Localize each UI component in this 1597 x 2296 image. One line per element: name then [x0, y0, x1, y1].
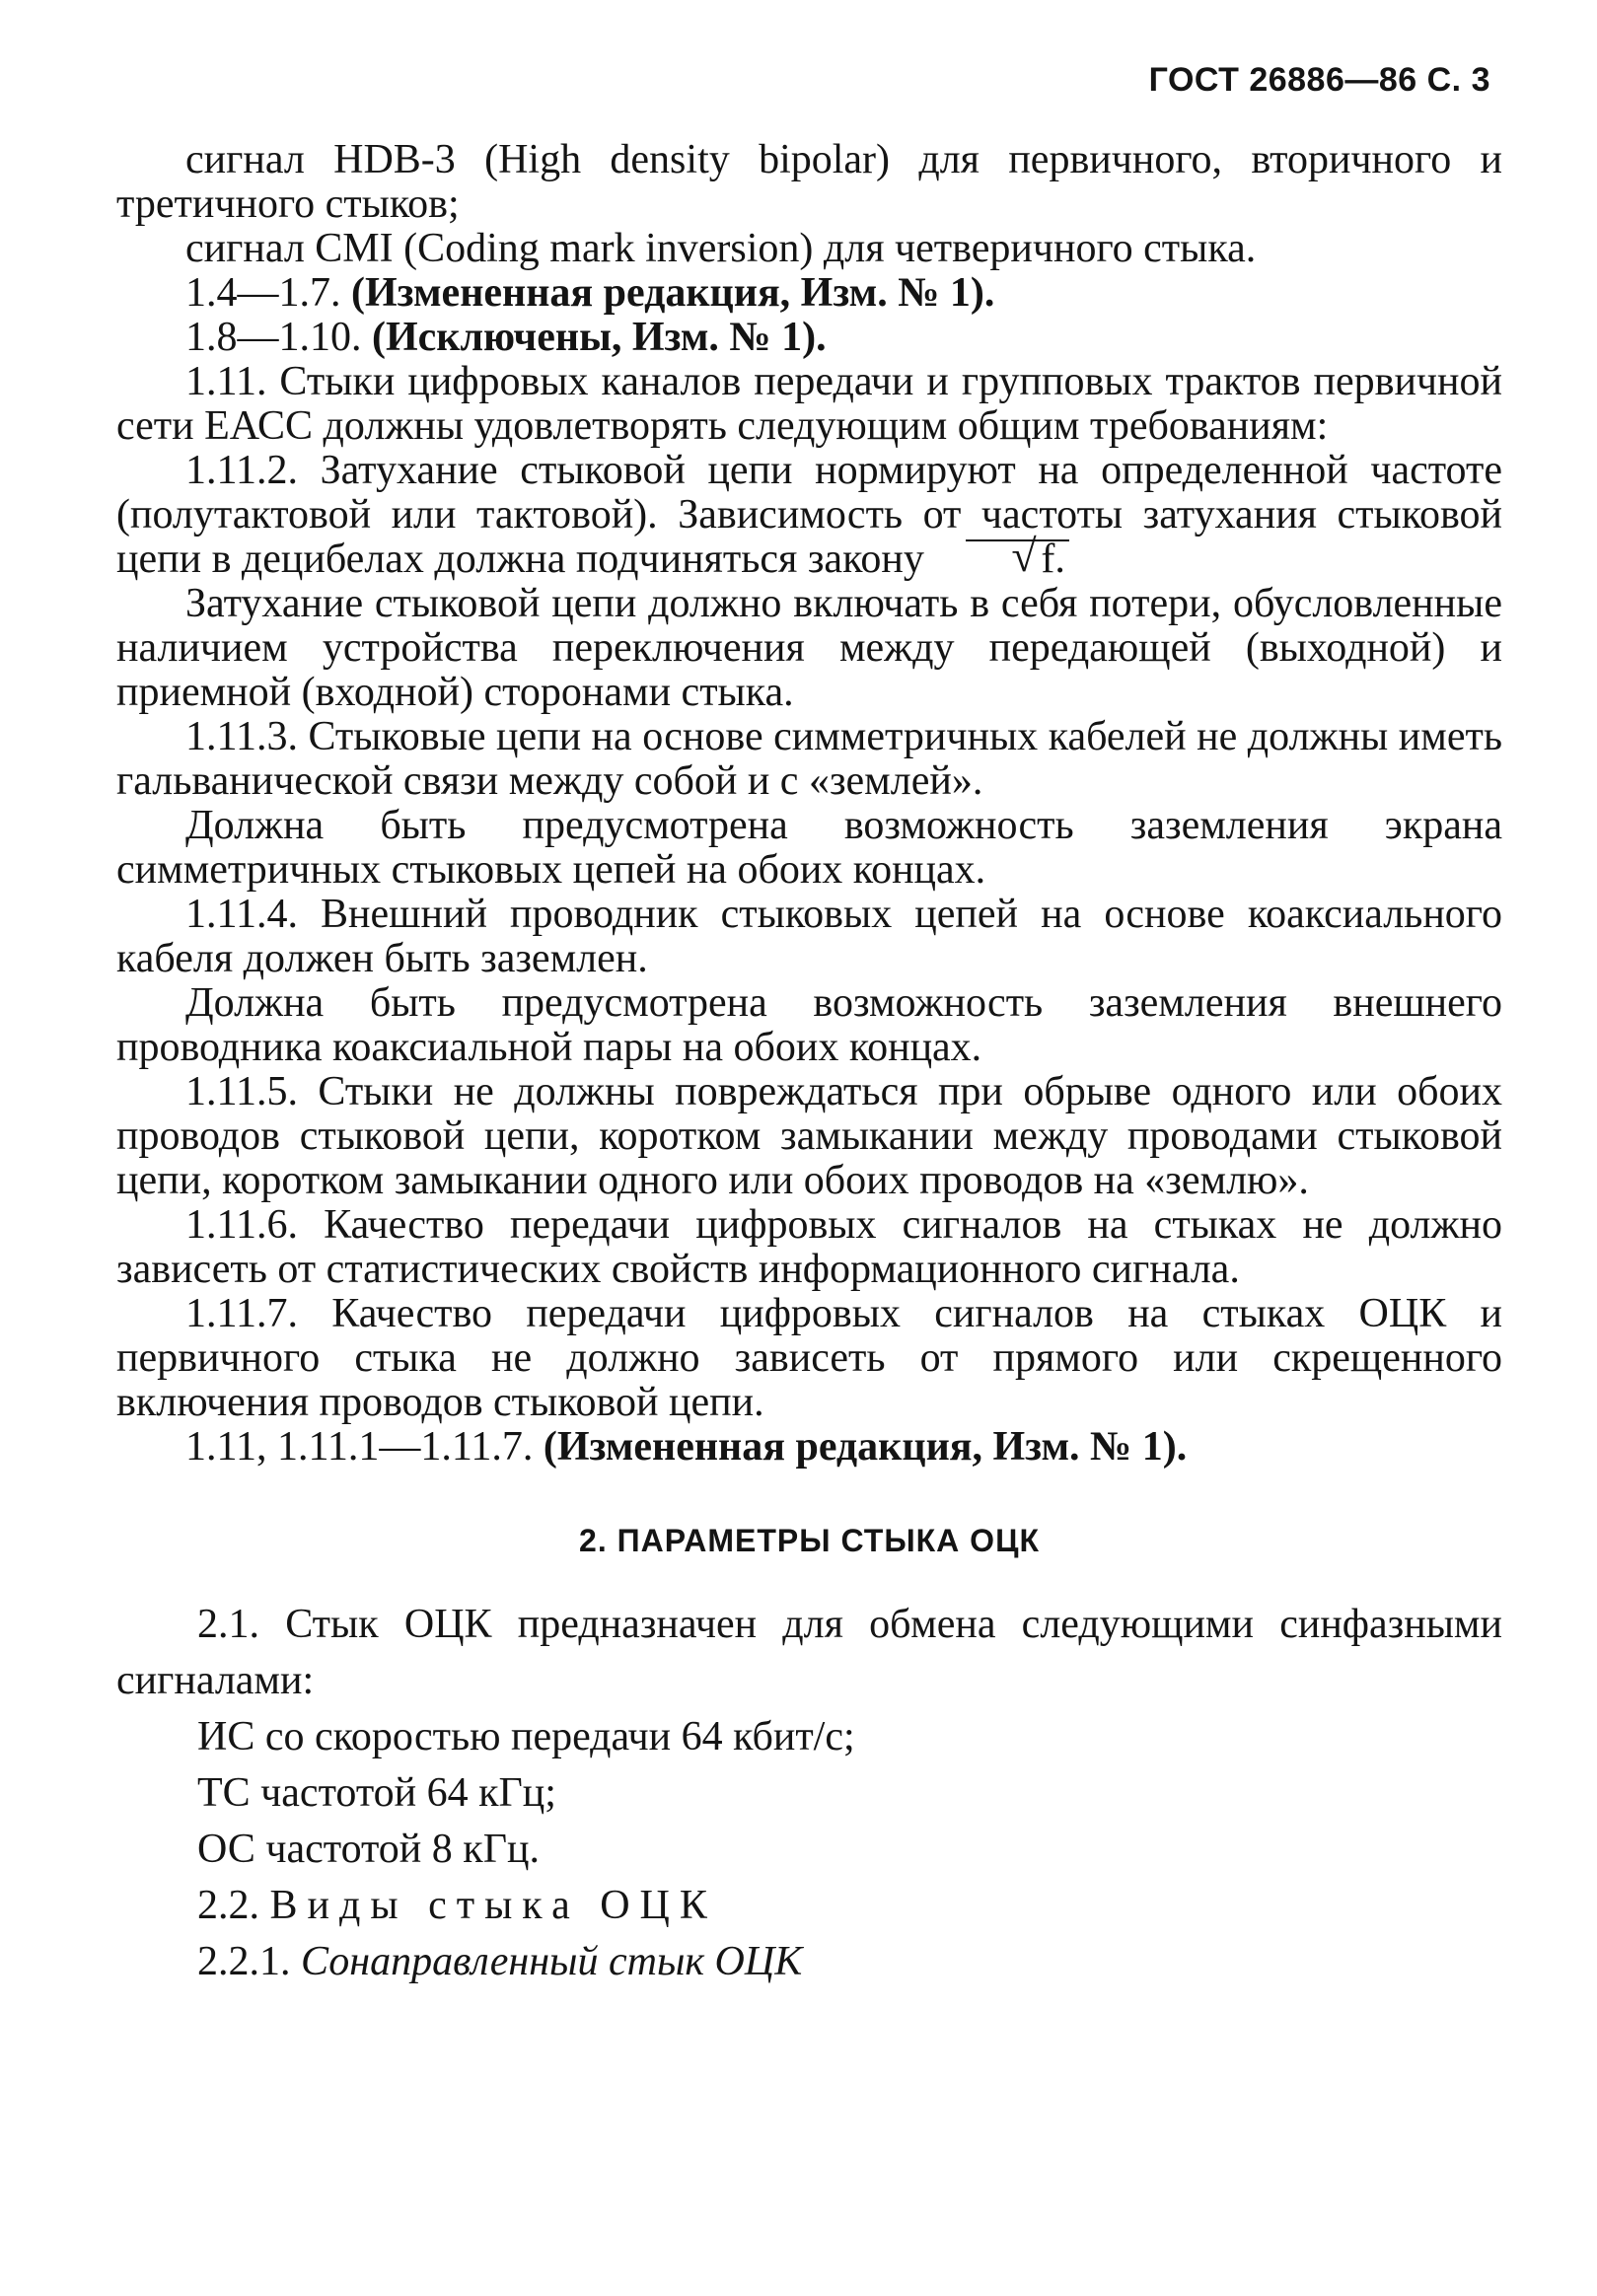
paragraph: 1.11.5. Стыки не должны повреждаться при обрыве одного или обоих проводов стыковой цепи, коротком замыкании между проводами стыковой цепи, коротком замыкании одного или обоих проводов на «землю». — [116, 1069, 1502, 1203]
amendment-note: (Исключены, Изм. № 1). — [372, 315, 827, 360]
paragraph: 1.11.4. Внешний проводник стыковых цепей на основе коаксиального кабеля должен быть заземлен. — [116, 892, 1502, 981]
paragraph: 1.11.7. Качество передачи цифровых сигналов на стыках ОЦК и первичного стыка не должно зависеть от прямого или скрещенного включения проводов стыковой цепи. — [116, 1291, 1502, 1425]
clause-number: 1.4—1.7. — [185, 270, 341, 316]
paragraph — [116, 449, 1502, 582]
paragraph — [116, 271, 1502, 316]
paragraph: сигнал HDB-3 (High density bipolar) для первичного, вторичного и третичного стыков; — [116, 137, 1502, 227]
paragraph: 1.11. Стыки цифровых каналов передачи и групповых трактов первичной сети ЕАСС должны удовлетворять следующим общим требованиям: — [116, 359, 1502, 449]
subsection-heading — [116, 1878, 1502, 1934]
section-heading: 2. ПАРАМЕТРЫ СТЫКА ОЦК — [579, 1523, 1040, 1558]
spaced-title: Виды стыка ОЦК — [269, 1883, 717, 1928]
subsection-heading — [116, 1934, 1502, 1990]
amendment-note: (Измененная редакция, Изм. № 1). — [543, 1424, 1188, 1470]
amendment-note: (Измененная редакция, Изм. № 1). — [351, 270, 995, 316]
paragraph: 2.1. Стык ОЦК предназначен для обмена следующими синфазными сигналами: — [116, 1602, 1502, 1703]
paragraph: 1.11.6. Качество передачи цифровых сигналов на стыках не должно зависеть от статистических свойств информационного сигнала. — [116, 1202, 1502, 1292]
italic-title: Сонаправленный стык ОЦК — [301, 1939, 803, 1984]
clause-number: 2.2.1. — [197, 1939, 291, 1984]
paragraph: сигнал CMI (Coding mark inversion) для четверичного стыка. — [185, 226, 1257, 271]
paragraph — [116, 1425, 1502, 1470]
paragraph: Затухание стыковой цепи должно включать в себя потери, обусловленные наличием устройства переключения между передающей (выходной) и приемной (входной) сторонами стыка. — [116, 581, 1502, 715]
clause-number: 1.8—1.10. — [185, 315, 362, 360]
clause-number: 2.2. — [197, 1883, 259, 1928]
document-body — [116, 138, 1502, 1990]
formula-text: f. — [1041, 537, 1065, 582]
list-item: ТС частотой 64 кГц; — [197, 1770, 556, 1816]
paragraph: Должна быть предусмотрена возможность заземления внешнего проводника коаксиальной пары на обоих концах. — [116, 980, 1502, 1070]
paragraph: 1.11.3. Стыковые цепи на основе симметричных кабелей не должны иметь гальванической связи между собой и с «землей». — [116, 714, 1502, 804]
list-item: ОС частотой 8 кГц. — [197, 1827, 540, 1872]
paragraph-text: 1.11.2. Затухание стыковой цепи нормируют на определенной частоте (полутактовой или тактовой). Зависимость от частоты затухания стыковой цепи в децибелах должна подчиняться закону — [116, 448, 1502, 582]
section-content — [116, 1597, 1502, 1990]
paragraph — [116, 316, 1502, 360]
clause-number: 1.11, 1.11.1—1.11.7. — [185, 1424, 534, 1470]
list-item: ИС со скоростью передачи 64 кбит/с; — [197, 1714, 855, 1759]
page-header: ГОСТ 26886—86 С. 3 — [1148, 61, 1490, 99]
paragraph: Должна быть предусмотрена возможность заземления экрана симметричных стыковых цепей на обоих концах. — [116, 803, 1502, 893]
sqrt-formula — [944, 538, 1065, 582]
